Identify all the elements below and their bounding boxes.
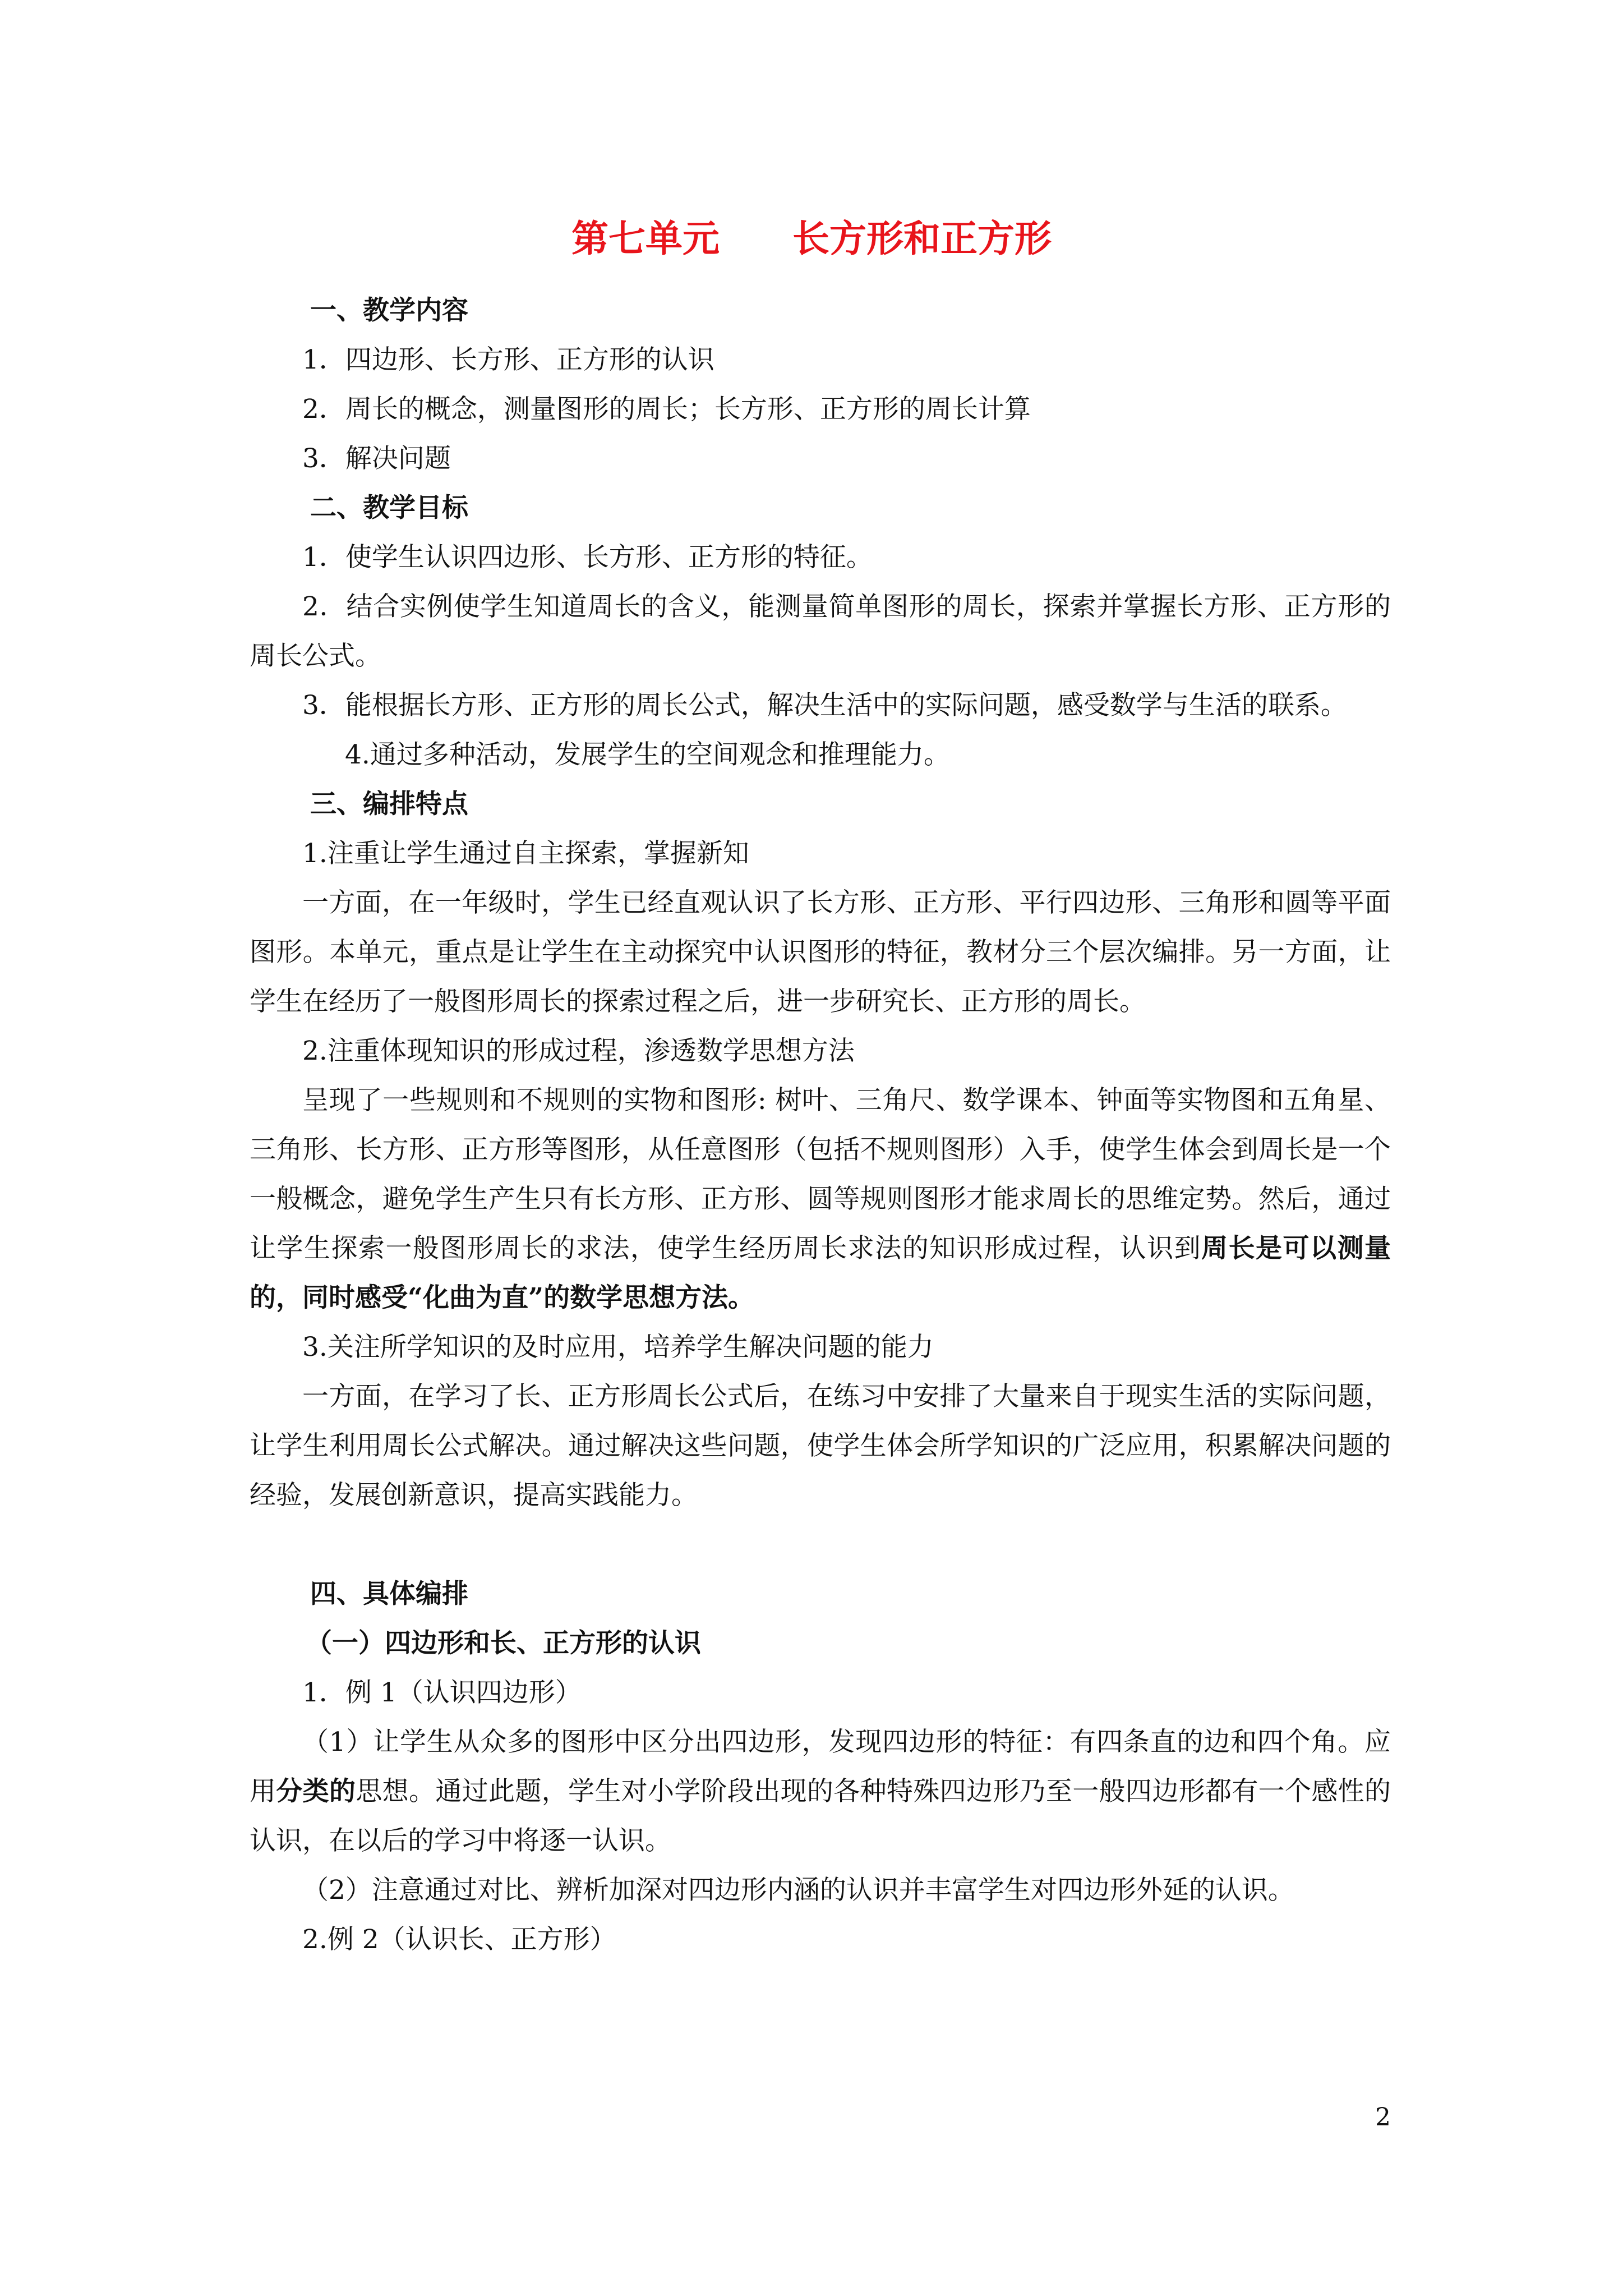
feature-point-2: 2.注重体现知识的形成过程，渗透数学思想方法 [302,1036,855,1066]
feature-point-2-text [250,1076,1391,1323]
page-number: 2 [1375,2103,1391,2132]
feature-point-2-text-main: 呈现了一些规则和不规则的实物和图形: 树叶、三角尺、数学课本、钟面等实物图和五角星、三角形、长方形、正方形等图形，从任意图形（包括不规则图形）入手，使学生体会到周长是一个一般概念，避免学生产生只有长方形、正方形、圆等规则图形才能求周长的思维定势。然后，通过让学生探索一般图形周长的求法，使学生经历周长求法的知识形成过程，认识到 [250,1085,1391,1264]
section-heading-arrangement-features: 三、编排特点 [310,789,468,820]
title-unit: 第七单元 [571,217,720,260]
content-item-1: 1．四边形、长方形、正方形的认识 [302,344,714,375]
feature-point-2-text-emphasis: 周长是可以测量的，同时感受“化曲为直”的数学思想方法。 [250,1233,1391,1313]
example-1-paragraph-1-b: 思想。通过此题，学生对小学阶段出现的各种特殊四边形乃至一般四边形都有一个感性的认识，在以后的学习中将逐一认识。 [250,1776,1391,1856]
goal-item-3: 3．能根据长方形、正方形的周长公式，解决生活中的实际问题，感受数学与生活的联系。 [302,690,1347,721]
paragraph-spacer [250,1520,1391,1570]
feature-point-1-text: 一方面，在一年级时，学生已经直观认识了长方形、正方形、平行四边形、三角形和圆等平面图形。本单元，重点是让学生在主动探究中认识图形的特征，教材分三个层次编排。另一方面，让学生在经历了一般图形周长的探索过程之后，进一步研究长、正方形的周长。 [250,887,1391,1017]
content-item-2: 2．周长的概念，测量图形的周长；长方形、正方形的周长计算 [302,394,1031,425]
feature-point-1: 1.注重让学生通过自主探索，掌握新知 [302,838,749,869]
document-title [0,210,1623,266]
goal-item-1: 1．使学生认识四边形、长方形、正方形的特征。 [302,542,873,573]
example-1-paragraph-1 [250,1718,1391,1866]
example-1-paragraph-1-emphasis: 分类的 [276,1776,356,1807]
content-item-3: 3．解决问题 [302,443,451,474]
example-1-paragraph-2: （2）注意通过对比、辨析加深对四边形内涵的认识并丰富学生对四边形外延的认识。 [302,1875,1294,1906]
title-topic: 长方形和正方形 [792,217,1052,260]
section-heading-teaching-goals: 二、教学目标 [310,493,468,523]
example-2-heading: 2.例 2（认识长、正方形） [302,1924,616,1955]
document-body [250,286,1391,1964]
feature-point-3-text: 一方面，在学习了长、正方形周长公式后，在练习中安排了大量来自于现实生活的实际问题，让学生利用周长公式解决。通过解决这些问题，使学生体会所学知识的广泛应用，积累解决问题的经验，发展创新意识，提高实践能力。 [250,1381,1391,1511]
subsection-heading-quadrilaterals: （一）四边形和长、正方形的认识 [306,1628,701,1659]
example-1-heading: 1．例 1（认识四边形） [302,1677,582,1708]
goal-item-2: 2．结合实例使学生知道周长的含义，能测量简单图形的周长，探索并掌握长方形、正方形的周长公式。 [250,591,1391,671]
section-heading-teaching-content: 一、教学内容 [310,295,468,326]
section-heading-specific-arrangement: 四、具体编排 [310,1579,468,1609]
example-1-paragraph-1-a: （1）让学生从众多的图形中区分出四边形，发现四边形的特征：有四条直的边和四个角。应用 [250,1727,1391,1807]
feature-point-3: 3.关注所学知识的及时应用，培养学生解决问题的能力 [302,1332,934,1363]
goal-item-4: 4.通过多种活动，发展学生的空间观念和推理能力。 [345,739,950,770]
